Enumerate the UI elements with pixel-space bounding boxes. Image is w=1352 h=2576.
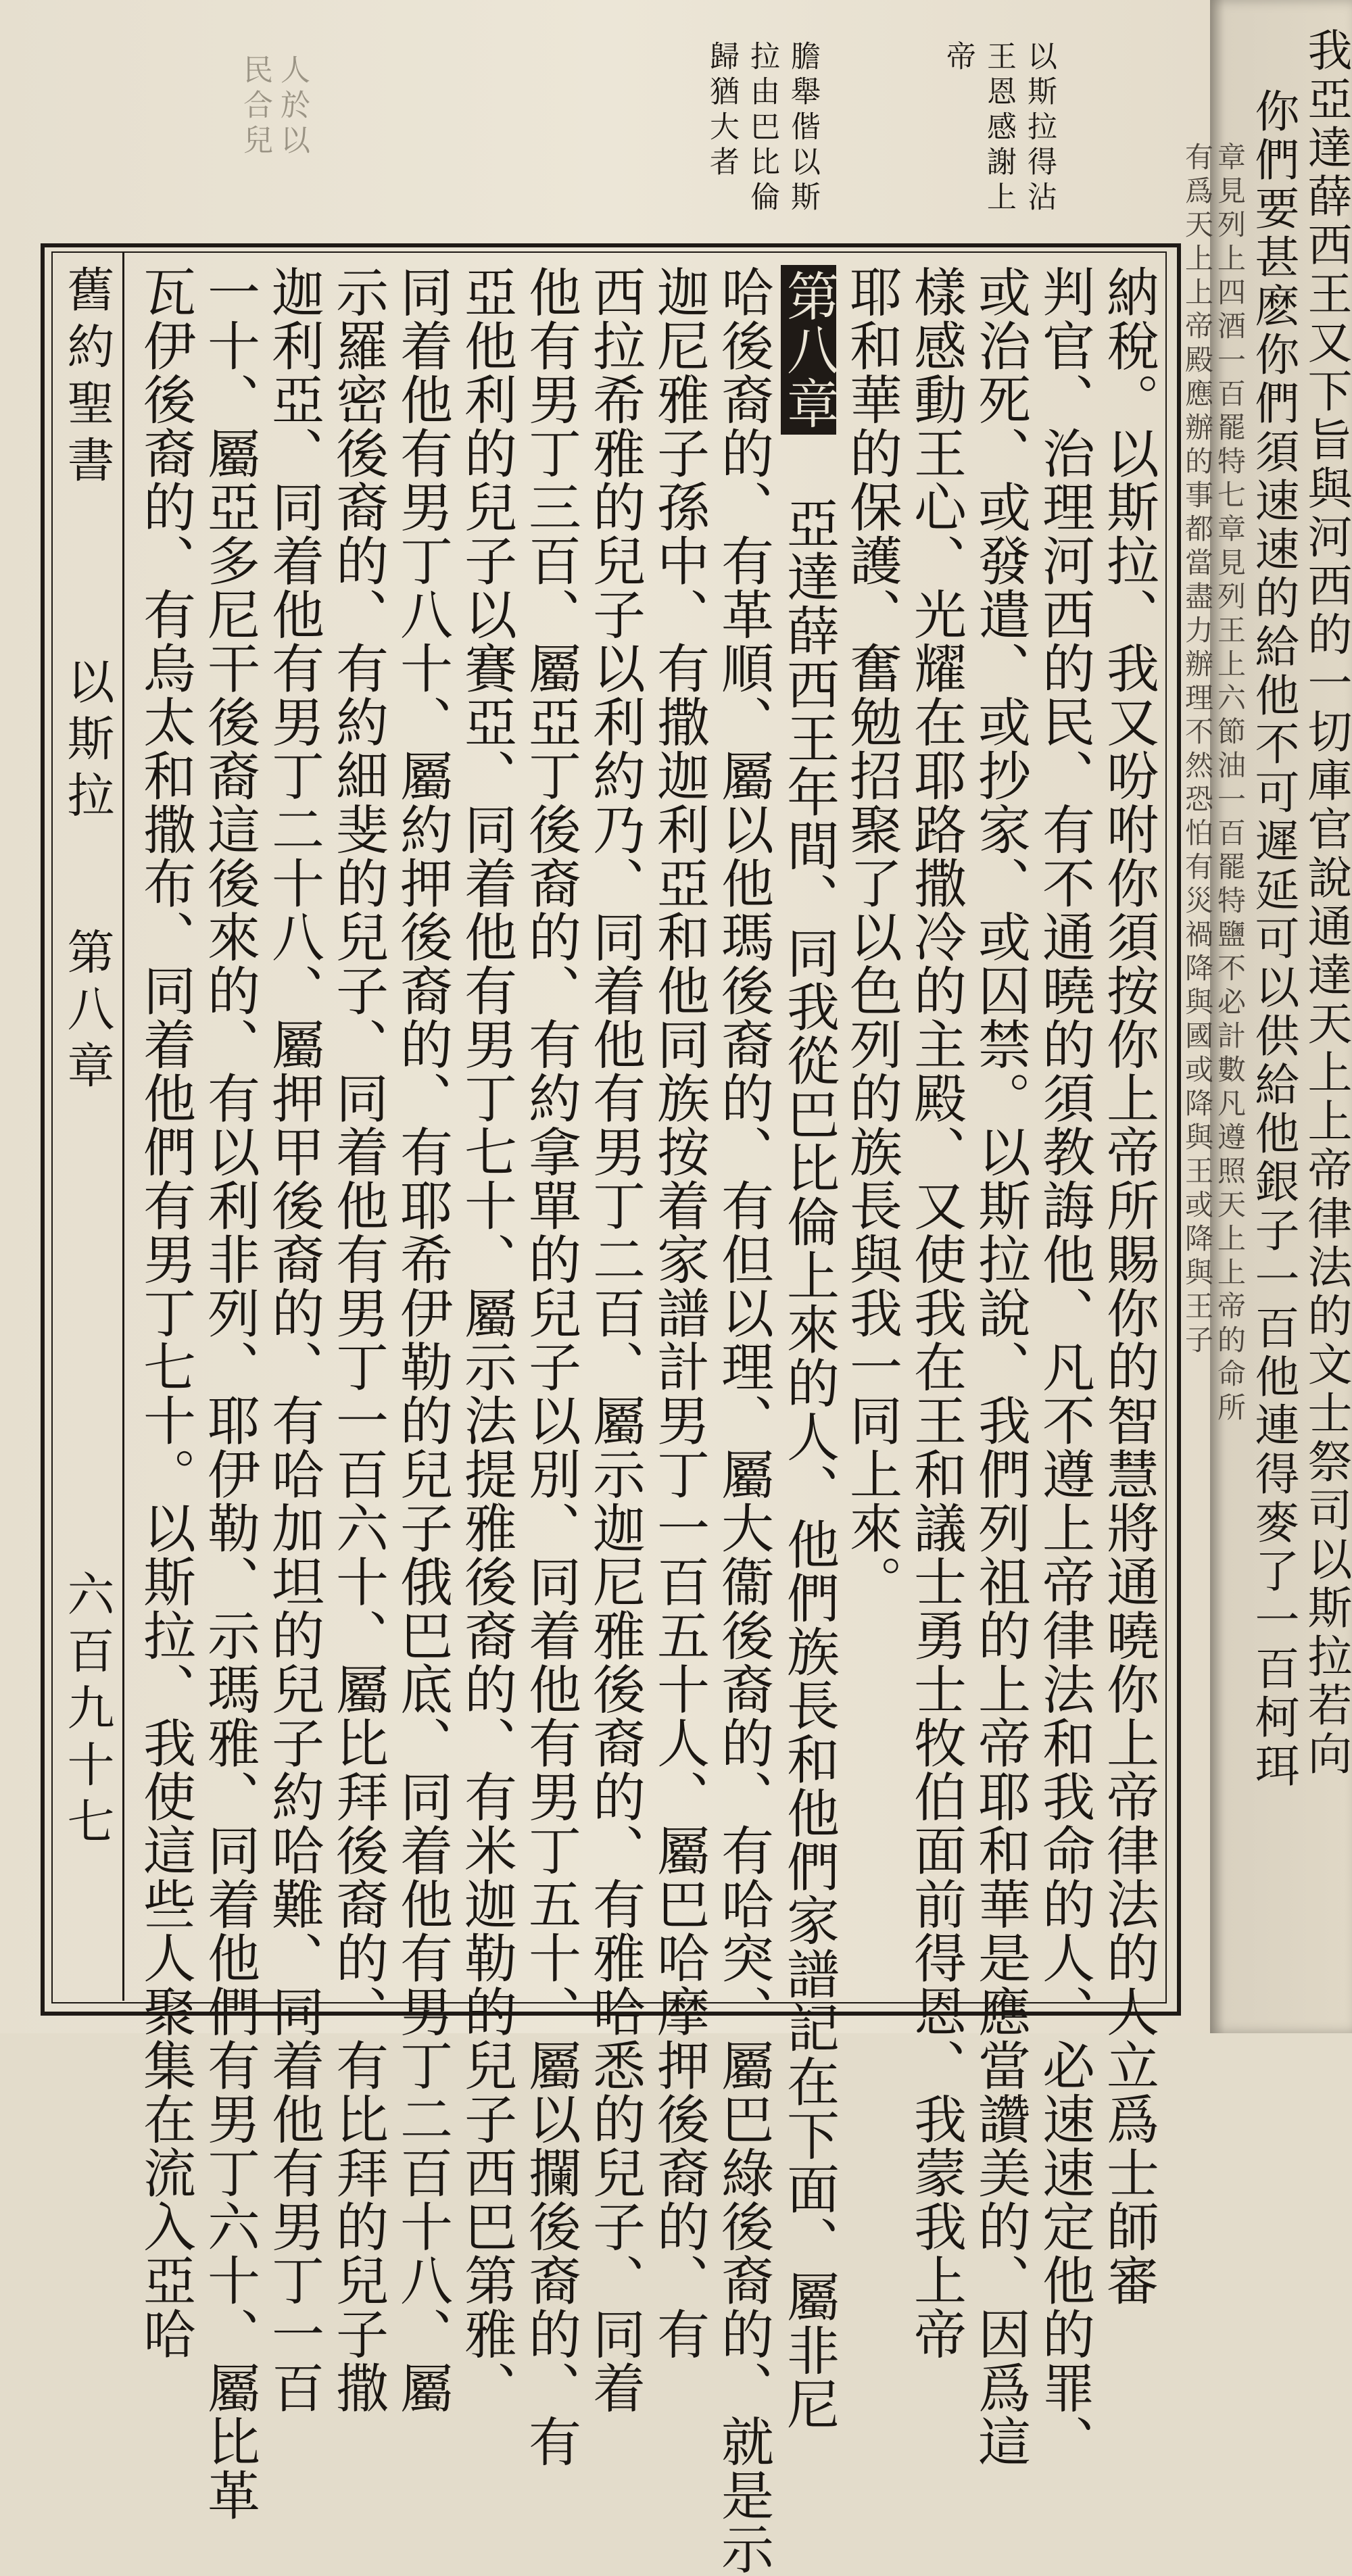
text-column: 他有男丁三百、屬亞丁後裔的、有約拿單的兒子以別、同着他有男丁五十、屬以攔後裔的、有 [520, 265, 581, 2469]
facing-column: 我亞達薛西王又下旨與河西的一切庫官說通達天上上帝律法的文士祭司以斯拉若向 [1300, 27, 1352, 1779]
text-column: 哈後裔的、有革順、屬以他瑪後裔的、有但以理、屬大衞後裔的、有哈突、屬巴綠後裔的、就是示 [713, 265, 773, 2576]
text-column: 判官、治理河西的民、有不通曉的須教誨他、凡不遵上帝律法和我命的人、必速速定他的罪、 [1034, 265, 1094, 2469]
text-column: 同着他有男丁八十、屬約押後裔的、有耶希伊勒的兒子俄巴底、同着他有男丁二百十八、屬 [391, 265, 452, 2414]
note-column: 王恩感謝上 [982, 41, 1016, 216]
note-column: 膽舉偕以斯 [786, 41, 820, 216]
chapter-heading-box: 第八章 [781, 265, 836, 435]
text-column: 西拉希雅的兒子以利約乃、同着他有男丁二百、屬示迦尼雅後裔的、有雅哈悉的兒子、同着 [584, 265, 645, 2414]
text-column: 瓦伊後裔的、有烏太和撒布、同着他們有男丁七十。以斯拉、我使這些人聚集在流入亞哈 [135, 265, 195, 2361]
text-column: 或治死、或發遣、或抄家、或囚禁。以斯拉說、我們列祖的上帝耶和華是應當讚美的、因爲這 [969, 265, 1030, 2469]
text-column: 一十、屬亞多尼干後裔這後來的、有以利非列、耶伊勒、示瑪雅、同着他們有男丁六十、屬比革 [199, 265, 260, 2522]
note-column: 以斯拉得沾 [1022, 41, 1057, 216]
text-column: 納稅。以斯拉、我又吩咐你須按你上帝所賜你的智慧將通曉你上帝律法的人立爲士師審 [1098, 265, 1159, 2307]
book-section: 以斯拉 [59, 657, 115, 827]
text-column: 亞他利的兒子以賽亞、同着他有男丁七十、屬示法提雅後裔的、有米迦勒的兒子西巴第雅、 [456, 265, 516, 2414]
page-number: 六百九十七 [59, 1570, 115, 1853]
note-column: 歸猶大者 [704, 41, 739, 181]
facing-column: 章見列上四酒一百罷特七章見列王上六節油一百罷特鹽不必計數凡遵照天上上帝的命所 [1213, 142, 1247, 1426]
text-column: 耶和華的保護、奮勉招聚了以色列的族長與我一同上來。 [841, 265, 902, 1609]
chapter-start-column: 第八章 亞達薛西王年間、同我從巴比倫上來的人、他們族長和他們家譜記在下面、屬非尼 [781, 265, 836, 2431]
facing-column: 你們要甚麽你們須速速的給他不可遲延可以供給他銀子一百他連得麥了一百柯珥 [1247, 88, 1299, 1791]
text-column: 示羅密後裔的、有約細斐的兒子、同着他有男丁一百六十、屬比拜後裔的、有比拜的兒子撒 [327, 265, 388, 2414]
text-column: 迦利亞、同着他有男丁二十八、屬押甲後裔的、有哈加坦的兒子約哈難、同着他有男丁一百 [263, 265, 324, 2414]
note-column: 拉由巴比倫 [745, 41, 779, 216]
faint-note: 民合兒 [238, 54, 272, 160]
running-head [51, 251, 124, 2001]
book-title: 舊約聖書 [59, 265, 115, 492]
note-column: 帝 [941, 41, 975, 76]
facing-page [1181, 0, 1352, 2033]
facing-column: 有爲天上上帝殿應辦的事都當盡力辦理不然恐怕有災禍降與國或降與王或降與王子 [1181, 142, 1214, 1359]
text-column: 樣感動王心、光耀在耶路撒冷的主殿、又使我在王和議士勇士牧伯面前得恩、我蒙我上帝 [905, 265, 966, 2361]
faint-note: 人於以 [275, 54, 310, 160]
text-column: 迦尼雅子孫中、有撒迦利亞和他同族按着家譜計男丁一百五十人、屬巴哈摩押後裔的、有 [648, 265, 709, 2361]
chapter-label: 第八章 [59, 927, 115, 1098]
